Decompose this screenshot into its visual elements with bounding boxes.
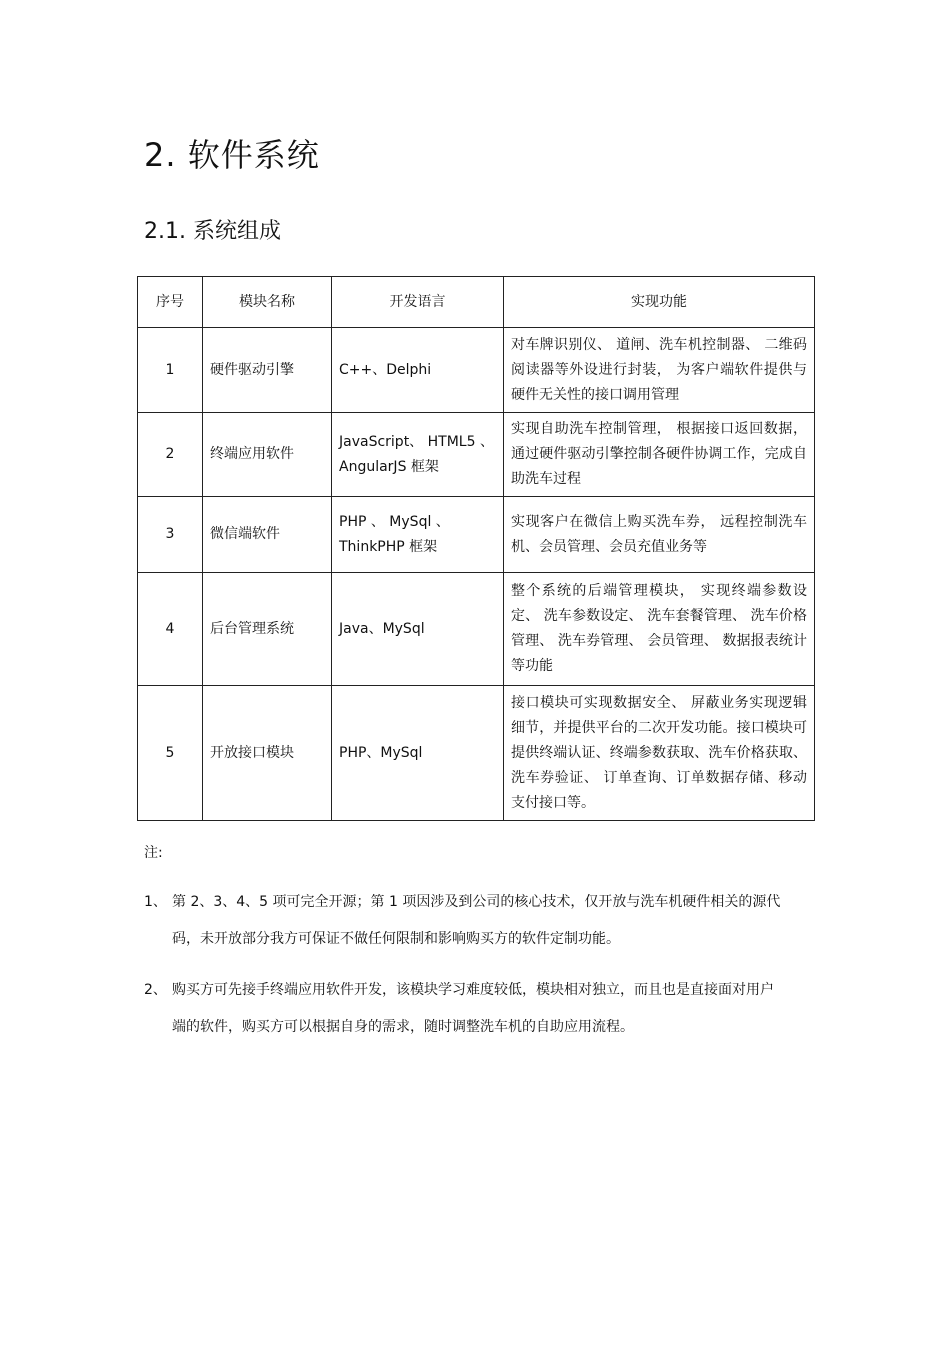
row-number: 3 [138,497,203,573]
module-function: 整个系统的后端管理模块， 实现终端参数设定、 洗车参数设定、 洗车套餐管理、 洗车价格管理、 洗车券管理、 会员管理、 数据报表统计等功能 [504,573,815,686]
dev-language: Java、MySql [332,573,504,686]
header-no: 序号 [138,277,203,328]
note-number: 2、 [144,982,167,998]
header-function: 实现功能 [504,277,815,328]
dev-language: JavaScript、 HTML5 、AngularJS 框架 [332,413,504,497]
module-name: 后台管理系统 [203,573,332,686]
table-header-row [138,277,815,328]
note-item [144,884,784,958]
table-row [138,573,815,686]
module-function: 对车牌识别仪、 道闸、洗车机控制器、 二维码阅读器等外设进行封装， 为客户端软件提供与硬件无关性的接口调用管理 [504,328,815,413]
section-heading: 2. 软件系统 [144,136,320,174]
row-number: 5 [138,686,203,821]
dev-language: PHP、MySql [332,686,504,821]
module-table [137,276,815,821]
dev-language: PHP 、 MySql 、ThinkPHP 框架 [332,497,504,573]
module-function: 接口模块可实现数据安全、 屏蔽业务实现逻辑细节，并提供平台的二次开发功能。接口模块可提供终端认证、终端参数获取、洗车价格获取、 洗车券验证、 订单查询、订单数据存储、移动支付接口等。 [504,686,815,821]
dev-language: C++、Delphi [332,328,504,413]
module-name: 硬件驱动引擎 [203,328,332,413]
table-row [138,413,815,497]
note-number: 1、 [144,894,167,910]
note-item [144,972,784,1046]
module-name: 微信端软件 [203,497,332,573]
module-function: 实现客户在微信上购买洗车券， 远程控制洗车机、会员管理、会员充值业务等 [504,497,815,573]
header-language: 开发语言 [332,277,504,328]
row-number: 4 [138,573,203,686]
table-row [138,686,815,821]
table-row [138,497,815,573]
module-name: 终端应用软件 [203,413,332,497]
notes-label: 注: [144,845,163,861]
header-module-name: 模块名称 [203,277,332,328]
note-text: 第 2、3、4、5 项可完全开源；第 1 项因涉及到公司的核心技术，仅开放与洗车机硬件相关的源代码，未开放部分我方可保证不做任何限制和影响购买方的软件定制功能。 [172,894,781,947]
row-number: 2 [138,413,203,497]
note-text: 购买方可先接手终端应用软件开发，该模块学习难度较低，模块相对独立，而且也是直接面对用户端的软件，购买方可以根据自身的需求，随时调整洗车机的自助应用流程。 [172,982,774,1035]
module-function: 实现自助洗车控制管理， 根据接口返回数据，通过硬件驱动引擎控制各硬件协调工作，完成自助洗车过程 [504,413,815,497]
row-number: 1 [138,328,203,413]
subsection-heading: 2.1. 系统组成 [144,219,281,244]
table-row [138,328,815,413]
module-name: 开放接口模块 [203,686,332,821]
